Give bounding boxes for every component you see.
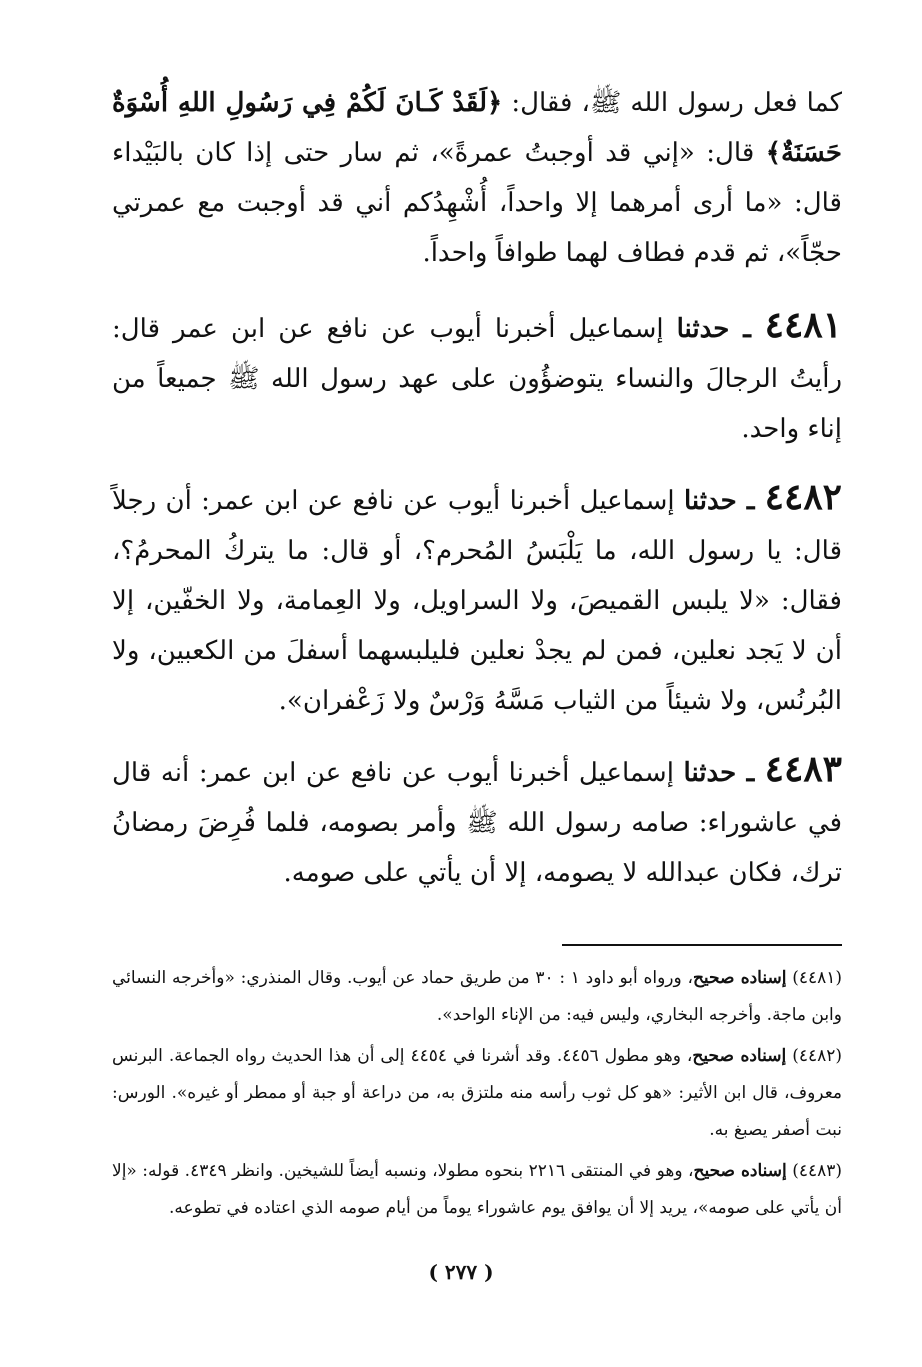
footnote-divider (562, 944, 842, 946)
hadith-keyword: حدثنا (676, 314, 730, 344)
hadith-4481 (112, 300, 842, 454)
hadith-dash: ـ (736, 486, 765, 516)
footnote-4482 (112, 1038, 842, 1149)
hadith-dash: ـ (729, 314, 765, 344)
hadith-dash: ـ (736, 758, 765, 788)
hadith-text: إسماعيل أخبرنا أيوب عن نافع عن ابن عمر: أن رجلاً قال: يا رسول الله، ما يَلْبَسُ المُحرم؟، أو قال: ما يتركُ المحرمُ؟، فقال: «لا يلبس القميصَ، ولا السراويل، ولا العِمامة، ولا الخفّين، إلا أن لا يَجد نعلين، فمن لم يجدْ نعلين فليلبسهما أسفلَ من الكعبين، ولا البُرنُس، ولا شيئاً من الثياب مَسَّهُ وَرْسٌ ولا زَعْفران». (112, 486, 842, 716)
hadith-keyword: حدثنا (683, 758, 737, 788)
footnote-keyword: إسناده صحيح (693, 1161, 787, 1181)
hadith-keyword: حدثنا (684, 486, 737, 516)
paragraph-rest: قال: «إني قد أوجبتُ عمرةً»، ثم سار حتى إذا كان بالبَيْداء قال: «ما أرى أمرهما إلا واحداً، أُشْهِدُكم أني قد أوجبت مع عمرتي حجّاً»، ثم قدم فطاف لهما طوافاً واحداً. (112, 138, 842, 268)
hadith-text: إسماعيل أخبرنا أيوب عن نافع عن ابن عمر: أنه قال في عاشوراء: صامه رسول الله ﷺ وأمر بصومه، فلما فُرِضَ رمضانُ ترك، فكان عبدالله لا يصومه، إلا أن يأتي على صومه. (112, 758, 842, 888)
footnote-4481 (112, 960, 842, 1034)
footnote-ref: (٤٤٨٣) (792, 1161, 843, 1181)
main-text (112, 78, 842, 898)
footnote-4483 (112, 1153, 842, 1227)
hadith-number: ٤٤٨٢ (764, 476, 842, 518)
paragraph-continuation (112, 78, 842, 278)
hadith-number: ٤٤٨١ (764, 304, 842, 346)
hadith-text: إسماعيل أخبرنا أيوب عن نافع عن ابن عمر قال: رأيتُ الرجالَ والنساء يتوضؤُون على عهد رسول الله ﷺ جميعاً من إناء واحد. (112, 314, 842, 444)
footnote-text: ، وهو مطول ٤٤٥٦. وقد أشرنا في ٤٤٥٤ إلى أن هذا الحديث رواه الجماعة. البرنس معروف، قال ابن الأثير: «هو كل ثوب رأسه منه ملتزق به، من دراعة أو جبة أو ممطر أو غيره». الورس: نبت أصفر يصبغ به. (112, 1046, 842, 1140)
footnote-keyword: إسناده صحيح (692, 1046, 787, 1066)
footnote-text: ، ورواه أبو داود ١ : ٣٠ من طريق حماد عن أيوب. وقال المنذري: «وأخرجه النسائي وابن ماجة. وأخرجه البخاري، وليس فيه: من الإناء الواحد». (112, 968, 842, 1025)
footnote-ref: (٤٤٨٢) (792, 1046, 843, 1066)
hadith-4482 (112, 472, 842, 726)
hadith-number: ٤٤٨٣ (764, 748, 842, 790)
footnotes (112, 960, 842, 1227)
paragraph-intro: كما فعل رسول الله ﷺ، فقال: (502, 88, 842, 118)
footnote-text: ، وهو في المنتقى ٢٢١٦ بنحوه مطولا، ونسبه أيضاً للشيخين. وانظر ٤٣٤٩. قوله: «إلا أن يأتي على صومه»، يريد إلا أن يوافق يوم عاشوراء يوماً من أيام صومه الذي اعتاده في تطوعه. (112, 1161, 842, 1218)
footnote-keyword: إسناده صحيح (692, 968, 787, 988)
page-number: ( ٢٧٧ ) (428, 1260, 494, 1284)
quran-quote: ﴿لَقَدْ كَـانَ لَكُمْ فِي رَسُولِ اللهِ أُسْوَةٌ حَسَنَةٌ﴾ (112, 88, 842, 168)
hadith-4483 (112, 744, 842, 898)
footnote-ref: (٤٤٨١) (792, 968, 843, 988)
